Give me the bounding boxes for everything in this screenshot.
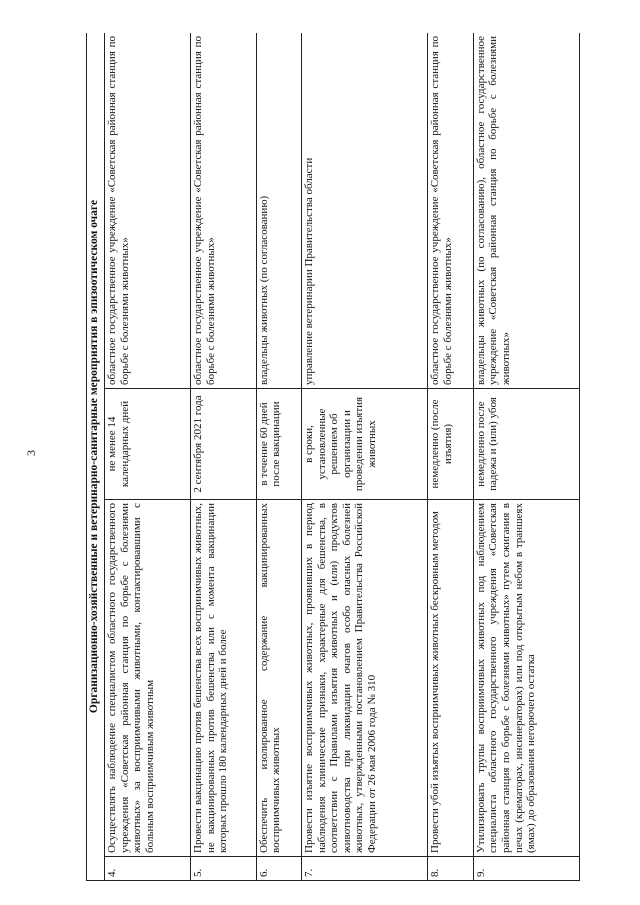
table-row bbox=[256, 33, 301, 881]
row-number: 6. bbox=[256, 857, 301, 881]
row-responsible: владельцы животных (по согласованию), областное государственное учреждение «Советская районная станция по борьбе с болезнями животных» bbox=[473, 33, 579, 389]
table-row bbox=[301, 33, 427, 881]
row-action: Провести вакцинацию против бешенства всех восприимчивых животных, не вакцинированных против бешенства или с момента вакцинации которых прошло 180 календарных дней и более bbox=[190, 500, 256, 857]
row-responsible: управление ветеринарии Правительства области bbox=[301, 33, 427, 389]
table-row bbox=[105, 33, 191, 881]
row-number: 4. bbox=[105, 857, 191, 881]
table-row bbox=[473, 33, 579, 881]
row-term: в сроки, установленные решением об организации и проведении изъятия животных bbox=[301, 389, 427, 500]
rotated-table-container bbox=[86, 33, 580, 881]
row-responsible: владельцы животных (по согласованию) bbox=[256, 33, 301, 389]
section-title: Организационно-хозяйственные и ветеринарно-санитарные мероприятия в эпизоотическом очаге bbox=[87, 33, 105, 881]
row-responsible: областное государственное учреждение «Советская районная станция по борьбе с болезнями животных» bbox=[428, 33, 473, 389]
table-row bbox=[428, 33, 473, 881]
row-responsible: областное государственное учреждение «Советская районная станция по борьбе с болезнями животных» bbox=[105, 33, 191, 389]
row-number: 8. bbox=[428, 857, 473, 881]
row-number: 5. bbox=[190, 857, 256, 881]
row-term: не менее 14 календарных дней bbox=[105, 389, 191, 500]
row-action: Провести убой изъятых восприимчивых животных бескровным методом bbox=[428, 500, 473, 857]
row-action: Обеспечить изолированное содержание вакцинированных восприимчивых животных bbox=[256, 500, 301, 857]
row-action: Осуществлять наблюдение специалистом областного государственного учреждения «Советская районная станция по борьбе с болезнями животных» за восприимчивыми животными, контактировавшими с больным восприимчивым животным bbox=[105, 500, 191, 857]
row-term: немедленно после падежа и (или) убоя bbox=[473, 389, 579, 500]
section-header-row bbox=[87, 33, 105, 881]
row-number: 7. bbox=[301, 857, 427, 881]
document-table-area bbox=[86, 33, 580, 881]
row-responsible: областное государственное учреждение «Советская районная станция по борьбе с болезнями животных» bbox=[190, 33, 256, 389]
row-action: Провести изъятие восприимчивых животных, проявивших в период наблюдения клинические признаки, характерные для бешенства, в соответствии с Правилами изъятия животных и (или) продуктов животноводства при ликвидации очагов особо опасных болезней животных, утвержденными постановлением Правительства Российской Федерации от 26 мая 2006 года № 310 bbox=[301, 500, 427, 857]
measures-table bbox=[86, 33, 580, 881]
row-term: 2 сентября 2021 года bbox=[190, 389, 256, 500]
row-action: Утилизировать трупы восприимчивых животных под наблюдением специалиста областного государственного учреждения «Советская районная станция по борьбе с болезнями животных» путем сжигания в печах (крематорах, инсинераторах) или под открытым небом в траншеях (ямах) до образования негорючего остатка bbox=[473, 500, 579, 857]
table-row bbox=[190, 33, 256, 881]
row-term: в течение 60 дней после вакцинации bbox=[256, 389, 301, 500]
row-number: 9. bbox=[473, 857, 579, 881]
row-term: немедленно (после изъятия) bbox=[428, 389, 473, 500]
page-number: 3 bbox=[24, 450, 38, 456]
